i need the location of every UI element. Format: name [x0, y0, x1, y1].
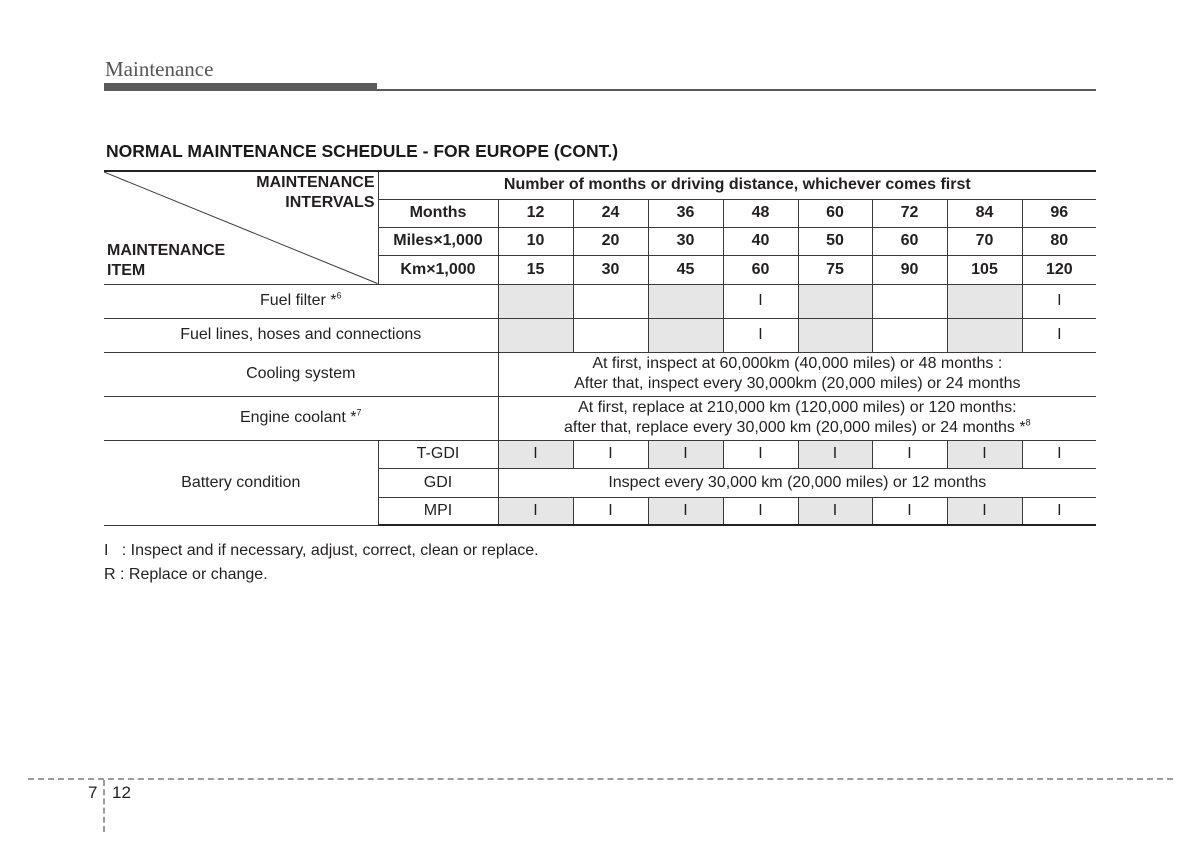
schedule-cell: [573, 318, 648, 352]
interval-value: 105: [947, 255, 1022, 284]
chapter-number: 7: [88, 783, 98, 802]
schedule-cell: I: [1022, 440, 1096, 468]
battery-gdi-note: Inspect every 30,000 km (20,000 miles) or 12 months: [498, 468, 1096, 497]
engine-coolant-note: [498, 396, 1096, 440]
corner-top-line-2: INTERVALS: [285, 194, 375, 211]
schedule-cell: I: [1022, 497, 1096, 525]
interval-label-miles: Miles×1,000: [378, 227, 498, 255]
schedule-cell: I: [573, 440, 648, 468]
interval-span-header: Number of months or driving distance, whichever comes first: [378, 171, 1096, 199]
schedule-cell: [498, 284, 573, 318]
item-label-text: Engine coolant *: [239, 409, 357, 426]
legend: [104, 539, 539, 587]
table-row-fuel-lines: [104, 318, 1096, 352]
interval-value: 84: [947, 199, 1022, 227]
interval-value: 12: [498, 199, 573, 227]
table-row-battery-tgdi: [104, 440, 1096, 468]
cooling-system-note: [498, 352, 1096, 396]
schedule-cell: I: [723, 318, 798, 352]
item-label-fuel-filter: [104, 284, 498, 318]
schedule-cell: I: [498, 497, 573, 525]
schedule-cell: [872, 284, 947, 318]
interval-value: 75: [798, 255, 872, 284]
schedule-cell: I: [648, 440, 723, 468]
battery-sub-mpi: MPI: [378, 497, 498, 525]
interval-value: 36: [648, 199, 723, 227]
maintenance-intervals-label: [256, 173, 374, 213]
schedule-cell: [573, 284, 648, 318]
interval-value: 120: [1022, 255, 1096, 284]
schedule-cell: [947, 284, 1022, 318]
schedule-cell: I: [872, 497, 947, 525]
corner-top-line-1: MAINTENANCE: [256, 174, 375, 191]
interval-value: 30: [573, 255, 648, 284]
interval-value: 48: [723, 199, 798, 227]
schedule-cell: [872, 318, 947, 352]
interval-value: 60: [872, 227, 947, 255]
coolant-note-line-1: At first, replace at 210,000 km (120,000 miles) or 120 months:: [578, 399, 1017, 416]
interval-value: 72: [872, 199, 947, 227]
footnote-marker: 6: [336, 290, 342, 301]
schedule-cell: [798, 318, 872, 352]
schedule-cell: [947, 318, 1022, 352]
footnote-marker: 8: [1025, 417, 1031, 428]
section-title: NORMAL MAINTENANCE SCHEDULE - FOR EUROPE (CONT.): [106, 141, 619, 161]
cooling-note-line-1: At first, inspect at 60,000km (40,000 miles) or 48 months :: [592, 355, 1003, 372]
interval-value: 30: [648, 227, 723, 255]
coolant-note-line-2: [499, 418, 1097, 438]
corner-bottom-line-2: ITEM: [107, 261, 146, 279]
battery-sub-tgdi: T-GDI: [378, 440, 498, 468]
schedule-cell: I: [648, 497, 723, 525]
cooling-note-line-2: After that, inspect every 30,000km (20,000 miles) or 24 months: [574, 375, 1021, 392]
schedule-cell: I: [573, 497, 648, 525]
interval-label-km: Km×1,000: [378, 255, 498, 284]
schedule-cell: I: [872, 440, 947, 468]
legend-inspect: I : Inspect and if necessary, adjust, correct, clean or replace.: [104, 542, 539, 559]
interval-value: 20: [573, 227, 648, 255]
schedule-cell: I: [1022, 318, 1096, 352]
interval-value: 15: [498, 255, 573, 284]
interval-value: 60: [723, 255, 798, 284]
interval-value: 45: [648, 255, 723, 284]
interval-value: 96: [1022, 199, 1096, 227]
interval-value: 10: [498, 227, 573, 255]
interval-value: 90: [872, 255, 947, 284]
table-row-cooling-system: [104, 352, 1096, 396]
schedule-cell: I: [723, 440, 798, 468]
legend-replace: R : Replace or change.: [104, 566, 268, 583]
item-label-engine-coolant: [104, 396, 498, 440]
item-label-text: Fuel filter *: [260, 292, 337, 309]
interval-value: 60: [798, 199, 872, 227]
schedule-cell: [648, 284, 723, 318]
schedule-cell: [498, 318, 573, 352]
schedule-cell: I: [798, 440, 872, 468]
interval-value: 40: [723, 227, 798, 255]
interval-value: 80: [1022, 227, 1096, 255]
maintenance-schedule-table: [104, 170, 1096, 526]
table-row-engine-coolant: [104, 396, 1096, 440]
schedule-cell: [648, 318, 723, 352]
schedule-cell: I: [723, 284, 798, 318]
interval-label-months: Months: [378, 199, 498, 227]
coolant-note-line-2-text: after that, replace every 30,000 km (20,000 miles) or 24 months *: [564, 419, 1026, 436]
schedule-cell: I: [798, 497, 872, 525]
item-label-battery-condition: Battery condition: [104, 440, 378, 525]
footnote-marker: 7: [356, 407, 362, 418]
footer-dashed-rule: [28, 778, 1173, 780]
schedule-cell: I: [723, 497, 798, 525]
item-label-cooling-system: Cooling system: [104, 352, 498, 396]
page-number: 12: [112, 783, 131, 802]
schedule-cell: I: [498, 440, 573, 468]
schedule-cell: I: [1022, 284, 1096, 318]
table-header-row: [104, 171, 1096, 199]
schedule-cell: I: [947, 497, 1022, 525]
interval-value: 24: [573, 199, 648, 227]
maintenance-item-label: [107, 241, 225, 281]
corner-bottom-line-1: MAINTENANCE: [107, 241, 226, 259]
item-label-fuel-lines: Fuel lines, hoses and connections: [104, 318, 498, 352]
schedule-cell: [798, 284, 872, 318]
interval-value: 70: [947, 227, 1022, 255]
footer-dashed-divider: [103, 780, 105, 832]
schedule-cell: I: [947, 440, 1022, 468]
interval-value: 50: [798, 227, 872, 255]
header-rule: [104, 89, 1096, 91]
chapter-header-title: Maintenance: [105, 57, 214, 81]
table-row-fuel-filter: [104, 284, 1096, 318]
header-corner-cell: [104, 171, 378, 284]
battery-sub-gdi: GDI: [378, 468, 498, 497]
